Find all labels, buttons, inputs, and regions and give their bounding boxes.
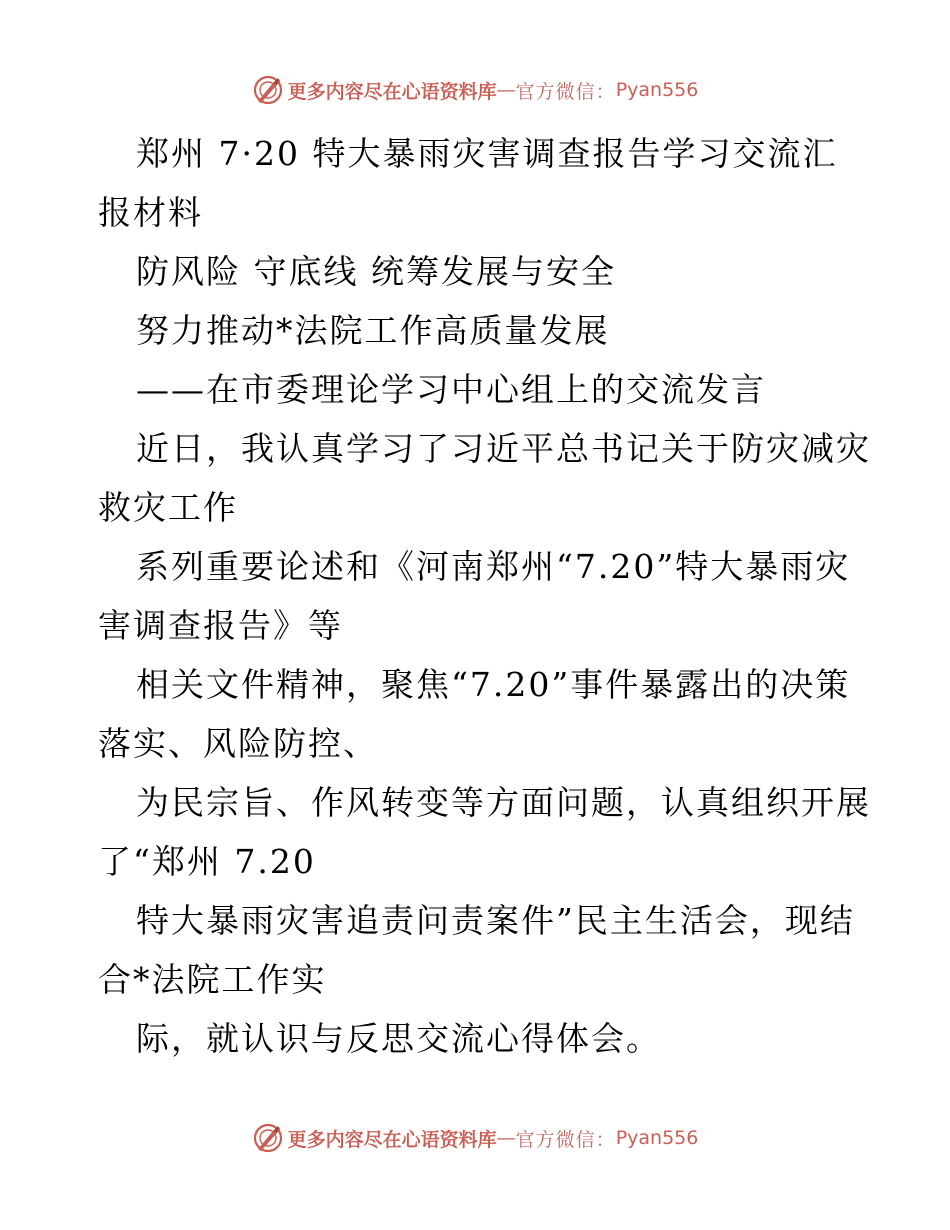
paragraph-line: 特大暴雨灾害追责问责案件”民主生活会，现结	[136, 901, 855, 940]
banner-separator: —	[496, 79, 516, 101]
wechat-id: Pyan556	[615, 1127, 699, 1149]
paragraph-line: 近日，我认真学习了习近平总书记关于防灾减灾	[136, 429, 871, 468]
subtitle-line-2: 努力推动*法院工作高质量发展	[136, 311, 610, 350]
paragraph-line: 为民宗旨、作风转变等方面问题，认真组织开展	[136, 783, 871, 822]
subtitle-line-3: ——在市委理论学习中心组上的交流发言	[136, 370, 766, 409]
paragraph-line: 系列重要论述和《河南郑州“7.20”特大暴雨灾	[136, 547, 851, 586]
subtitle-line-1: 防风险 守底线 统筹发展与安全	[136, 252, 616, 291]
paragraph-line: 际，就认识与反思交流心得体会。	[136, 1019, 661, 1058]
banner-separator: —	[496, 1127, 516, 1149]
site-name: 更多内容尽在心语资料库	[287, 80, 497, 103]
paragraph-line: 害调查报告》等	[98, 606, 343, 645]
paragraph-line: 合*法院工作实	[98, 960, 327, 999]
title-line-1: 郑州 7·20 特大暴雨灾害调查报告学习交流汇	[136, 134, 838, 173]
paragraph-line: 救灾工作	[98, 488, 238, 527]
wechat-label: 官方微信：	[515, 80, 616, 103]
site-name: 更多内容尽在心语资料库	[287, 1128, 497, 1151]
wechat-label: 官方微信：	[515, 1128, 616, 1151]
pen-logo-icon	[252, 74, 284, 106]
pen-logo-icon	[252, 1122, 284, 1154]
footer-banner	[0, 1118, 950, 1158]
wechat-id: Pyan556	[615, 79, 699, 101]
document-body	[98, 124, 871, 1068]
paragraph-line: 相关文件精神，聚焦“7.20”事件暴露出的决策	[136, 665, 851, 704]
header-banner	[0, 70, 950, 110]
paragraph-line: 落实、风险防控、	[98, 724, 378, 763]
paragraph-line: 了“郑州 7.20	[98, 842, 316, 881]
title-line-2: 报材料	[98, 193, 203, 232]
